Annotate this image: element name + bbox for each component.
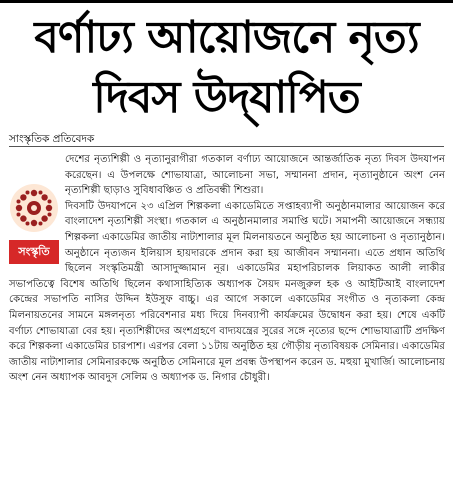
divider (9, 146, 444, 147)
byline: সাংস্কৃতিক প্রতিবেদক (9, 133, 95, 145)
article-paragraph-2: দিবসটি উদযাপনে ২৩ এপ্রিল শিল্পকলা একাডেমিতে সপ্তাহব্যাপী অনুষ্ঠানমালার আয়োজন করে বাংলাদেশ নৃত্যশিল্পী সংস্থা। গতকাল এ অনুষ্ঠানমালার সমাপ্তি ঘটে। সমাপনী আয়োজনে সন্ধ্যায় শিল্পকলা একাডেমির জাতীয় নাট্যশালার মূল মিলনায়তনে অনুষ্ঠিত হয় আলোচনা ও নৃত্যানুষ্ঠান। অনুষ্ঠানে নৃত্যজন ইলিয়াস হায়দারকে প্রদান করা হয় আজীবন সম্মাননা। এতে প্রধান অতিথি ছিলেন সংস্কৃতিমন্ত্রী আসাদুজ্জামান নূর। একাডেমির মহাপরিচালক লিয়াকত আলী লাকীর সভাপতিত্বে বিশেষ অতিথি ছিলেন কথাসাহিত্যিক অধ্যাপক সৈয়দ মনজুরুল হক ও আইটিআই বাংলাদেশ কেন্দ্রের সভাপতি নাসির উদ্দিন ইউসুফ বাচ্চু। এর আগে সকালে একাডেমির সংগীত ও নৃত্যকলা কেন্দ্র মিলনায়তনের সামনে মঙ্গলনৃত্য পরিবেশনার মধ্য দিয়ে দিনব্যাপী কার্যক্রমের উদ্বোধন করা হয়। শেষে একটি বর্ণাঢ্য শোভাযাত্রা বের হয়। নৃত্যশিল্পীদের অংশগ্রহণে বাদ্যযন্ত্রের সুরের সঙ্গে নৃত্যের ছন্দে শোভাযাত্রাটি প্রদক্ষিণ করে শিল্পকলা একাডেমির চারপাশ। এরপর বেলা ১১টায় অনুষ্ঠিত হয় গৌড়ীয় নৃত্যবিষয়ক সেমিনার। একাডেমির জাতীয় নাট্যশালার সেমিনারকক্ষে অনুষ্ঠিত সেমিনারে মূল প্রবন্ধ উপস্থাপন করেন ড. মহুয়া মুখার্জি। আলোচনায় অংশ নেন অধ্যাপক আবদুস সেলিম ও অধ্যাপক ড. নিগার চৌধুরী। (9, 200, 445, 384)
top-rule (0, 0, 453, 3)
headline-line-2: দিবস উদ্‌যাপিত (93, 72, 360, 123)
emblem-icon (10, 184, 58, 232)
headline (20, 8, 433, 128)
section-logo (9, 182, 59, 272)
headline-line-1: বর্ণাঢ্য আয়োজনে নৃত্য (34, 12, 419, 63)
article-body (9, 152, 445, 386)
section-tag: সংস্কৃতি (9, 240, 59, 264)
article-paragraph-1: দেশের নৃত্যশিল্পী ও নৃত্যানুরাগীরা গতকাল বর্ণাঢ্য আয়োজনে আন্তর্জাতিক নৃত্য দিবস উদযাপন করেছেন। এ উপলক্ষে শোভাযাত্রা, আলোচনা সভা, সম্মাননা প্রদান, নৃত্যানুষ্ঠানে অংশ নেন নৃত্যশিল্পী ছাড়াও সুবিধাবঞ্চিত ও প্রতিবন্ধী শিশুরা। (65, 154, 445, 197)
